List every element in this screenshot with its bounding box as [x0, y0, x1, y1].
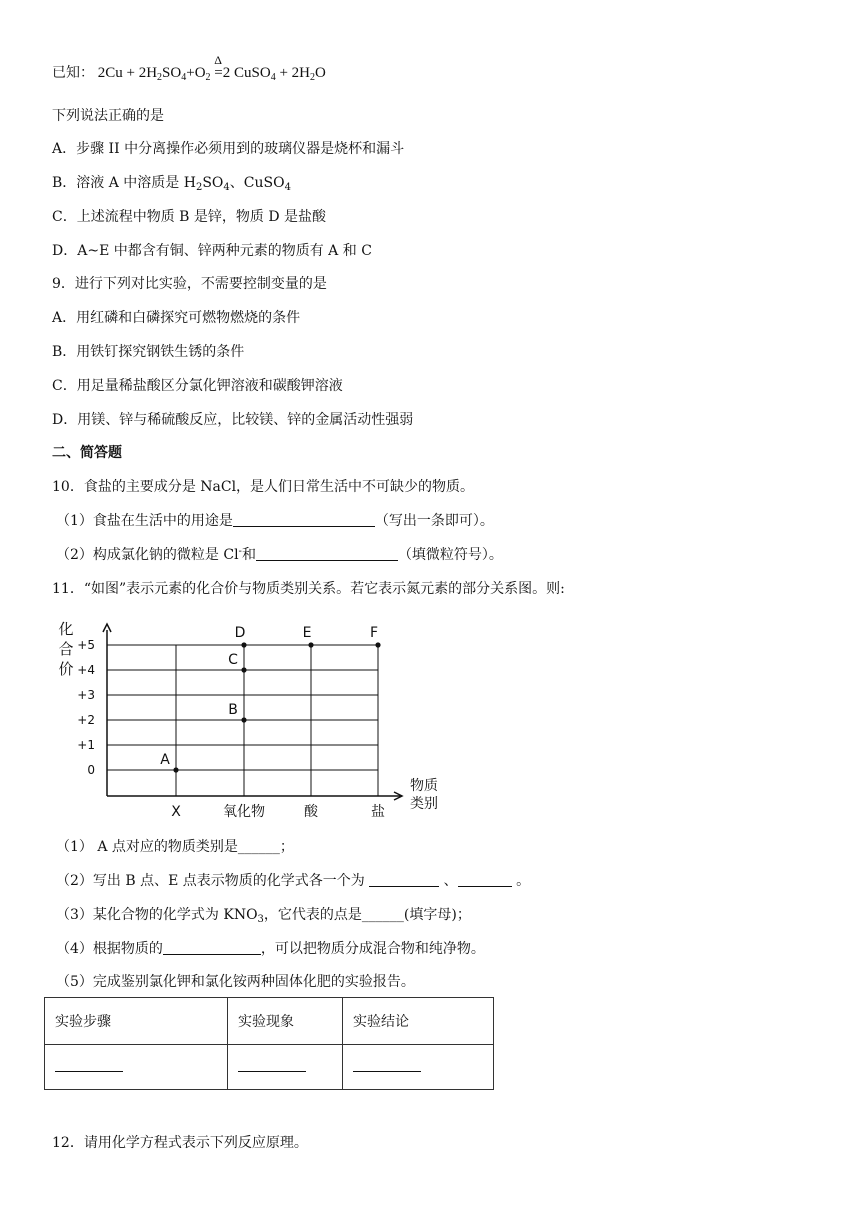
answer-blank[interactable] — [233, 512, 375, 527]
q11-part3 — [56, 905, 471, 925]
eq-lhs-so: SO — [162, 65, 182, 81]
q11-stem: 11．“如图”表示元素的化合价与物质类别关系。若它表示氮元素的部分关系图。则: — [52, 581, 565, 597]
table-header-cell: 实验现象 — [228, 998, 343, 1045]
eq-rhs-o: O — [314, 65, 326, 81]
q8-stem: 下列说法正确的是 — [52, 108, 164, 124]
delta-symbol: Δ — [214, 53, 222, 67]
answer-blank[interactable] — [256, 546, 398, 561]
q11-p4-text: （4）根据物质的 — [56, 941, 163, 957]
y-tick-label: +3 — [77, 688, 95, 702]
point-label: D — [234, 625, 246, 641]
eq-sub: 4 — [181, 72, 187, 83]
q8-option-b — [52, 173, 291, 193]
q10-p2-text: （2）构成氯化钠的微粒是 Cl — [56, 547, 239, 563]
q11-part5: （5）完成鉴别氯化钾和氯化铵两种固体化肥的实验报告。 — [56, 974, 415, 990]
q11-p2-text: （2）写出 B 点、E 点表示物质的化学式各一个为 — [56, 873, 365, 889]
data-point-E — [308, 642, 313, 647]
answer-blank[interactable] — [369, 872, 439, 887]
y-tick-label: +5 — [77, 638, 95, 652]
q11-part4 — [56, 939, 485, 959]
eq-sub: 2 — [205, 72, 211, 83]
answer-blank[interactable] — [458, 872, 512, 887]
y-tick-label: +1 — [77, 738, 95, 752]
x-tick-label: X — [171, 804, 181, 820]
eq-lhs-o: +O — [186, 65, 206, 81]
q10-p1-text: （1）食盐在生活中的用途是 — [56, 513, 233, 529]
q12-stem: 12．请用化学方程式表示下列反应原理。 — [52, 1135, 308, 1151]
point-label: C — [228, 652, 238, 668]
table-cell[interactable] — [228, 1045, 343, 1090]
data-point-F — [375, 642, 380, 647]
y-tick-label: +4 — [77, 663, 95, 677]
y-axis-title-char: 合 — [58, 640, 74, 658]
q10-p2-sup: - — [238, 546, 242, 557]
eq-sub: 2 — [309, 72, 315, 83]
q10-part1 — [56, 511, 494, 531]
q9-option-d: D．用镁、锌与稀硫酸反应，比较镁、锌的金属活动性强弱 — [52, 412, 414, 428]
q8-b-sub: 2 — [195, 182, 203, 193]
point-label: E — [302, 625, 312, 641]
data-point-B — [241, 717, 246, 722]
q10-p1-text: （写出一条即可）。 — [374, 513, 494, 529]
q8-b-sub: 4 — [284, 182, 291, 193]
reaction-arrow: = — [214, 65, 223, 81]
data-point-A — [173, 767, 178, 772]
known-equation — [52, 53, 326, 83]
eq-rhs-h: + 2H — [275, 65, 310, 81]
q9-option-c: C．用足量稀盐酸区分氯化钾溶液和碳酸钾溶液 — [52, 378, 343, 394]
heat-condition — [214, 53, 223, 83]
table-cell[interactable] — [45, 1045, 228, 1090]
q8-option-d: D．A~E 中都含有铜、锌两种元素的物质有 A 和 C — [52, 243, 372, 259]
answer-blank[interactable] — [238, 1059, 306, 1072]
eq-sub: 4 — [270, 72, 276, 83]
eq-lhs-cu: 2Cu + 2H — [97, 65, 158, 81]
q11-part2 — [56, 871, 530, 891]
q11-p2-text: 、 — [443, 873, 458, 889]
q9-option-a: A．用红磷和白磷探究可燃物燃烧的条件 — [52, 310, 301, 326]
eq-sub: 2 — [157, 72, 163, 83]
y-tick-label: +2 — [77, 713, 95, 727]
y-axis-title-char: 价 — [58, 660, 74, 678]
q11-p3-text: （3）某化合物的化学式为 KNO — [56, 907, 258, 923]
answer-blank[interactable] — [163, 940, 261, 955]
q10-stem: 10．食盐的主要成分是 NaCl，是人们日常生活中不可缺少的物质。 — [52, 479, 475, 495]
x-tick-label: 盐 — [371, 804, 385, 820]
table-header-row — [45, 998, 494, 1045]
section-title: 二、简答题 — [52, 445, 122, 461]
point-label: A — [160, 752, 170, 768]
answer-blank[interactable] — [55, 1059, 123, 1072]
q8-b-text: SO — [202, 175, 224, 191]
q10-p2-text: （填微粒符号）。 — [397, 547, 503, 563]
q8-b-text: 、CuSO — [229, 175, 285, 191]
q11-p4-text: ，可以把物质分成混合物和纯净物。 — [260, 941, 485, 957]
answer-blank[interactable] — [353, 1059, 421, 1072]
data-point-C — [241, 667, 246, 672]
eq-rhs-cuso: 2 CuSO — [222, 65, 271, 81]
q9-stem: 9．进行下列对比实验，不需要控制变量的是 — [52, 276, 327, 292]
data-point-D — [241, 642, 246, 647]
valence-chart — [52, 614, 452, 826]
known-prefix: 已知： — [52, 65, 94, 81]
q8-b-sub: 4 — [223, 182, 230, 193]
q11-p3-text: ，它代表的点是______(填字母)； — [263, 907, 471, 923]
point-label: B — [228, 702, 238, 718]
q11-p2-text: 。 — [516, 873, 531, 889]
point-label: F — [369, 625, 379, 641]
x-tick-label: 氧化物 — [223, 804, 265, 820]
table-row — [45, 1045, 494, 1090]
x-axis-title-line: 物质 — [410, 778, 438, 794]
y-axis-title-char: 化 — [58, 620, 74, 638]
x-tick-label: 酸 — [304, 804, 318, 820]
q8-option-a: A．步骤 II 中分离操作必须用到的玻璃仪器是烧杯和漏斗 — [52, 141, 405, 157]
q11-part1: （1） A 点对应的物质类别是______； — [56, 839, 294, 855]
table-header-cell: 实验结论 — [343, 998, 494, 1045]
q10-part2 — [56, 545, 503, 565]
q8-b-text: B．溶液 A 中溶质是 H — [52, 175, 196, 191]
q9-option-b: B．用铁钉探究钢铁生锈的条件 — [52, 344, 245, 360]
y-tick-label: 0 — [87, 763, 95, 777]
table-header-cell: 实验步骤 — [45, 998, 228, 1045]
q8-option-c: C．上述流程中物质 B 是锌，物质 D 是盐酸 — [52, 209, 327, 225]
q11-p3-sub: 3 — [257, 914, 264, 925]
table-cell[interactable] — [343, 1045, 494, 1090]
x-axis-title-line: 类别 — [410, 796, 438, 812]
experiment-report-table — [44, 997, 494, 1090]
q10-p2-text: 和 — [241, 547, 256, 563]
